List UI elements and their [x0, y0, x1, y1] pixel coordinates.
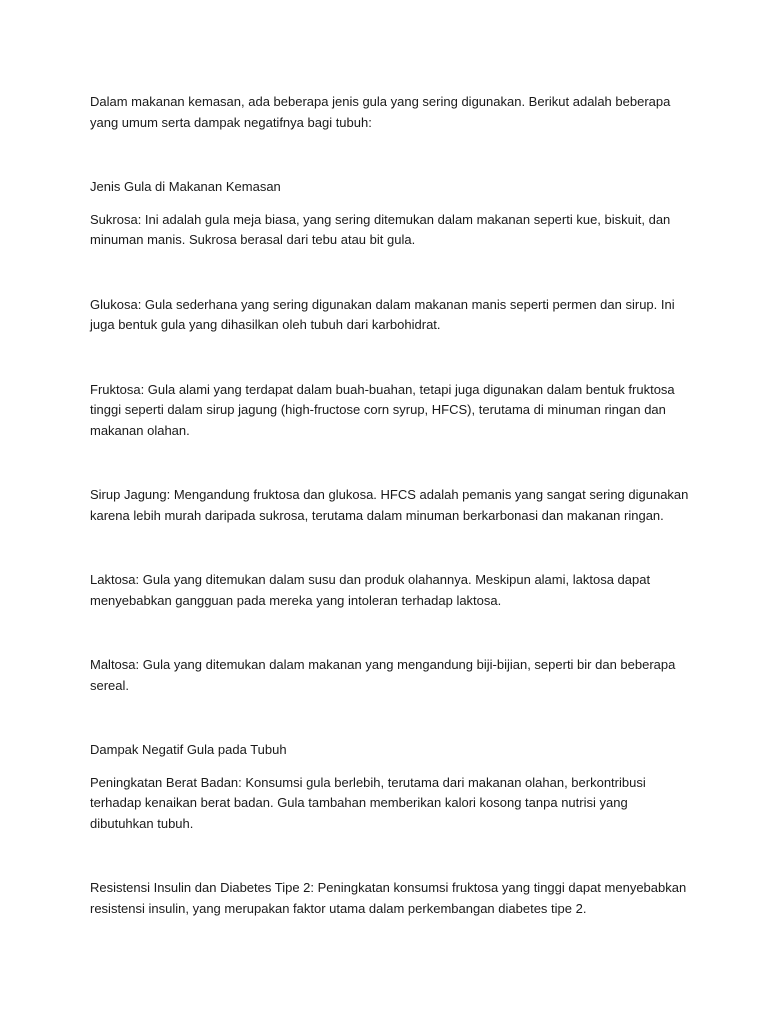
paragraph-fruktosa: Fruktosa: Gula alami yang terdapat dalam buah-buahan, tetapi juga digunakan dalam bentuk fruktosa tinggi seperti dalam sirup jagung (high-fructose corn syrup, HFCS), terutama di minuman ringan dan makanan olahan.: [90, 381, 675, 438]
paragraph-maltosa: Maltosa: Gula yang ditemukan dalam makanan yang mengandung biji-bijian, seperti bir dan beberapa sereal.: [90, 657, 676, 693]
section-heading-jenis-gula: Jenis Gula di Makanan Kemasan: [90, 179, 281, 194]
section-heading-dampak-negatif: Dampak Negatif Gula pada Tubuh: [90, 742, 287, 757]
paragraph-berat-badan: Peningkatan Berat Badan: Konsumsi gula berlebih, terutama dari makanan olahan, berkontribusi terhadap kenaikan berat badan. Gula tambahan memberikan kalori kosong tanpa nutrisi yang dibutuhkan tubuh.: [90, 774, 646, 831]
paragraph-laktosa: Laktosa: Gula yang ditemukan dalam susu dan produk olahannya. Meskipun alami, laktosa dapat menyebabkan gangguan pada mereka yang intoleran terhadap laktosa.: [90, 572, 651, 608]
paragraph-sukrosa: Sukrosa: Ini adalah gula meja biasa, yang sering ditemukan dalam makanan seperti kue, biskuit, dan minuman manis. Sukrosa berasal dari tebu atau bit gula.: [90, 211, 671, 247]
paragraph-sirup-jagung: Sirup Jagung: Mengandung fruktosa dan glukosa. HFCS adalah pemanis yang sangat sering digunakan karena lebih murah daripada sukrosa, terutama dalam minuman berkarbonasi dan makanan ringan.: [90, 487, 689, 523]
paragraph-glukosa: Glukosa: Gula sederhana yang sering digunakan dalam makanan manis seperti permen dan sirup. Ini juga bentuk gula yang dihasilkan oleh tubuh dari karbohidrat.: [90, 296, 675, 332]
intro-paragraph: Dalam makanan kemasan, ada beberapa jenis gula yang sering digunakan. Berikut adalah beberapa yang umum serta dampak negatifnya bagi tubuh:: [90, 94, 671, 130]
paragraph-resistensi-insulin: Resistensi Insulin dan Diabetes Tipe 2: Peningkatan konsumsi fruktosa yang tinggi dapat menyebabkan resistensi insulin, yang merupakan faktor utama dalam perkembangan diabetes tipe 2.: [90, 880, 687, 916]
document-page: [90, 92, 690, 919]
